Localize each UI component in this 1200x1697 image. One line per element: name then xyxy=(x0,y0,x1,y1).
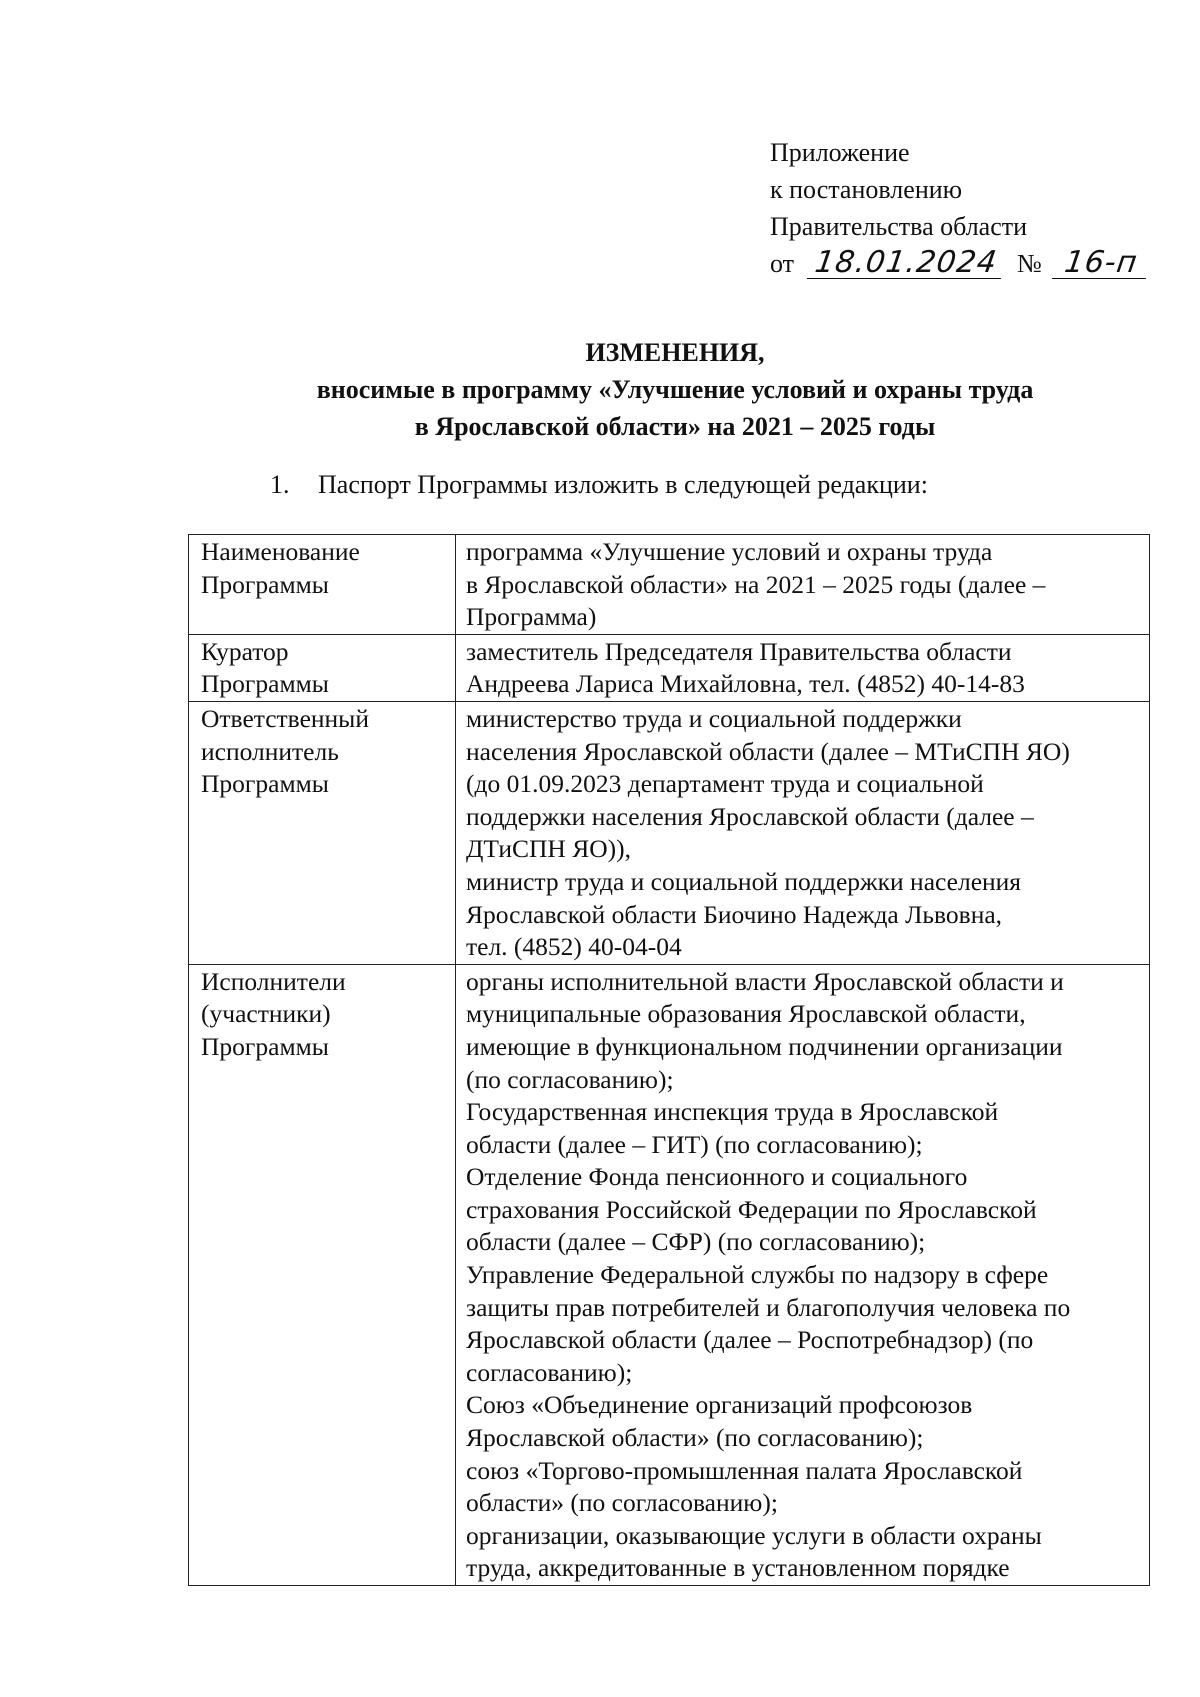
table-row xyxy=(189,964,1150,1585)
row-value-line: области» (по согласованию); xyxy=(466,1488,778,1518)
number-prefix: № xyxy=(1017,249,1042,278)
row-value-cell xyxy=(456,634,1150,701)
appendix-line-1: Приложение xyxy=(770,138,910,167)
row-label-cell xyxy=(189,535,456,635)
row-label-line: исполнитель xyxy=(201,736,339,766)
row-value-line: органы исполнительной власти Ярославской области и xyxy=(466,966,1064,996)
appendix-block xyxy=(770,134,1148,282)
row-value-line: муниципальные образования Ярославской области, xyxy=(466,999,1026,1029)
row-value-line: министерство труда и социальной поддержки xyxy=(466,703,962,733)
row-value-line: (до 01.09.2023 департамент труда и социальной xyxy=(466,769,984,799)
item-1-number: 1. xyxy=(270,470,290,499)
row-value-line: Государственная инспекция труда в Ярославской xyxy=(466,1097,999,1127)
row-label-line: Наименование xyxy=(201,537,360,566)
row-value-line: Программа) xyxy=(466,602,597,632)
handwritten-date: 18.01.2024 xyxy=(806,248,1004,279)
title-line-3: в Ярославской области» на 2021 – 2025 годы xyxy=(414,412,936,441)
row-value-line: организации, оказывающие услуги в области охраны xyxy=(466,1520,1042,1550)
handwritten-number: 16-п xyxy=(1052,248,1150,279)
table-row xyxy=(189,701,1150,964)
row-value-cell xyxy=(456,701,1150,964)
appendix-line-2: к постановлению xyxy=(770,175,963,204)
row-value-line: Управление Федеральной службы по надзору в сфере xyxy=(466,1260,1049,1290)
row-value-line: области (далее – СФР) (по согласованию); xyxy=(466,1227,926,1257)
row-value-line: имеющие в функциональном подчинении организации xyxy=(466,1031,1063,1061)
row-value-line: согласованию); xyxy=(466,1357,633,1387)
row-value-line: ДТиСПН ЯО)), xyxy=(466,834,631,864)
row-value-line: тел. (4852) 40-04-04 xyxy=(466,932,682,962)
row-label-line: Исполнители xyxy=(201,966,346,996)
title-line-2: вносимые в программу «Улучшение условий и охраны труда xyxy=(316,375,1034,404)
passport-table-body xyxy=(189,535,1150,1586)
table-row xyxy=(189,634,1150,701)
appendix-date-line xyxy=(770,245,1148,282)
row-label-cell xyxy=(189,964,456,1585)
row-label-cell xyxy=(189,634,456,701)
row-value-line: Ярославской области (далее – Роспотребнадзор) (по xyxy=(466,1325,1034,1355)
row-value-line: Союз «Объединение организаций профсоюзов xyxy=(466,1390,973,1420)
title-line-1: ИЗМЕНЕНИЯ, xyxy=(585,338,765,367)
table-row xyxy=(189,535,1150,635)
date-prefix: от xyxy=(770,249,795,278)
row-value-line: населения Ярославской области (далее – МТиСПН ЯО) xyxy=(466,736,1070,766)
row-label-line: Ответственный xyxy=(201,703,369,733)
row-value-line: министр труда и социальной поддержки населения xyxy=(466,866,1022,896)
row-value-line: в Ярославской области» на 2021 – 2025 годы (далее – xyxy=(466,569,1046,599)
row-value-line: труда, аккредитованные в установленном порядке xyxy=(466,1553,1010,1583)
item-1-text: Паспорт Программы изложить в следующей редакции: xyxy=(318,470,928,499)
row-value-line: области (далее – ГИТ) (по согласованию); xyxy=(466,1129,923,1159)
row-label-line: Программы xyxy=(201,1031,329,1061)
row-label-line: Программы xyxy=(201,769,329,799)
row-value-line: заместитель Председателя Правительства области xyxy=(466,636,1012,666)
row-value-line: страхования Российской Федерации по Ярославской xyxy=(466,1194,1037,1224)
row-value-line: Отделение Фонда пенсионного и социального xyxy=(466,1162,968,1192)
row-value-line: защиты прав потребителей и благополучия человека по xyxy=(466,1292,1071,1322)
row-value-cell xyxy=(456,964,1150,1585)
row-value-line: программа «Улучшение условий и охраны труда xyxy=(466,537,993,566)
row-value-line: Андреева Лариса Михайловна, тел. (4852) 40-14-83 xyxy=(466,669,1025,699)
row-value-line: союз «Торгово-промышленная палата Ярославской xyxy=(466,1455,1023,1485)
row-value-line: Ярославской области Биочино Надежда Львовна, xyxy=(466,899,1003,929)
row-label-line: Куратор xyxy=(201,636,289,666)
item-1 xyxy=(270,466,928,503)
row-value-cell xyxy=(456,535,1150,635)
program-passport-table xyxy=(188,534,1150,1586)
document-title xyxy=(150,334,1200,445)
row-label-cell xyxy=(189,701,456,964)
row-label-line: (участники) xyxy=(201,999,331,1029)
appendix-line-3: Правительства области xyxy=(770,212,1028,241)
row-value-line: (по согласованию); xyxy=(466,1064,674,1094)
row-label-line: Программы xyxy=(201,669,329,699)
row-value-line: Ярославской области» (по согласованию); xyxy=(466,1423,924,1453)
row-label-line: Программы xyxy=(201,569,329,599)
row-value-line: поддержки населения Ярославской области (далее – xyxy=(466,801,1034,831)
